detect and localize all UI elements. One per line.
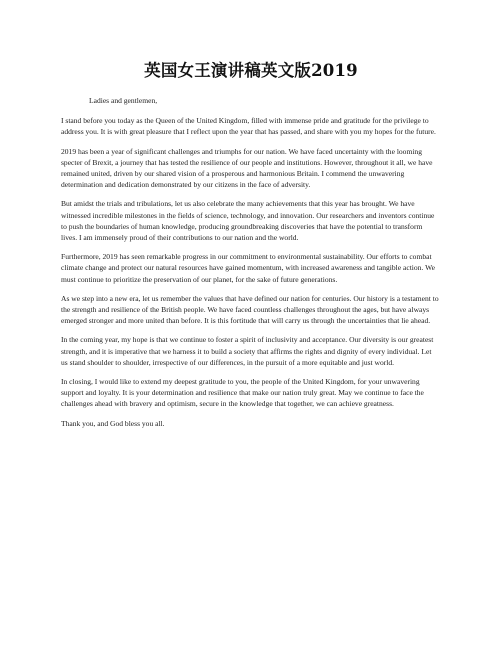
environment-paragraph: Furthermore, 2019 has seen remarkable progress in our commitment to environmental sustainability. Our efforts to combat climate change and protect our natural resources have gained momentum, with increased awareness and tangible action. We must continue to prioritize the preservation of our planet, for the sake of future generations. xyxy=(61,252,435,284)
opening-paragraph: I stand before you today as the Queen of the United Kingdom, filled with immense pride and gratitude for the privilege to address you. It is with great pleasure that I reflect upon the year that has passed, and share with you my hopes for the future. xyxy=(61,116,436,137)
speech-body xyxy=(61,95,439,437)
sign-off-paragraph: Thank you, and God bless you all. xyxy=(61,418,165,428)
values-paragraph: As we step into a new era, let us remember the values that have defined our nation for centuries. Our history is a testament to the strength and resilience of the British people. We have faced countless challenges throughout the ages, but have always emerged stronger and more united than before. It is this fortitude that will carry us through the uncertainties that lie ahead. xyxy=(61,293,439,326)
closing-paragraph: In closing, I would like to extend my deepest gratitude to you, the people of the United Kingdom, for your unwavering support and loyalty. It is your determination and resilience that make our nation truly great. May we continue to face the challenges ahead with bravery and optimism, secure in the knowledge that together, we can achieve greatness. xyxy=(61,377,424,409)
challenges-paragraph: 2019 has been a year of significant challenges and triumphs for our nation. We have faced uncertainty with the looming specter of Brexit, a journey that has tested the resilience of our people and institutions. However, throughout it all, we have remained united, driven by our shared vision of a prosperous and harmonious Britain. I commend the unwavering determination and dedication demonstrated by our citizens in the face of adversity. xyxy=(61,146,433,190)
document-title: 英国女王演讲稿英文版2019 xyxy=(144,61,358,80)
inclusivity-paragraph: In the coming year, my hope is that we continue to foster a spirit of inclusivity and acceptance. Our diversity is our greatest strength, and it is imperative that we harness it to build a society that affirms the rights and dignity of every individual. Let us stand shoulder to shoulder, irrespective of our differences, in the pursuit of a more equitable and just world. xyxy=(61,335,434,367)
achievements-paragraph: But amidst the trials and tribulations, let us also celebrate the many achievements that this year has brought. We have witnessed incredible milestones in the fields of science, technology, and innovation. Our researchers and inventors continue to push the boundaries of human knowledge, producing groundbreaking discoveries that have the potential to transform lives. I am immensely proud of their contributions to our nation and the world. xyxy=(61,199,435,243)
salutation-paragraph: Ladies and gentlemen, xyxy=(89,96,158,105)
